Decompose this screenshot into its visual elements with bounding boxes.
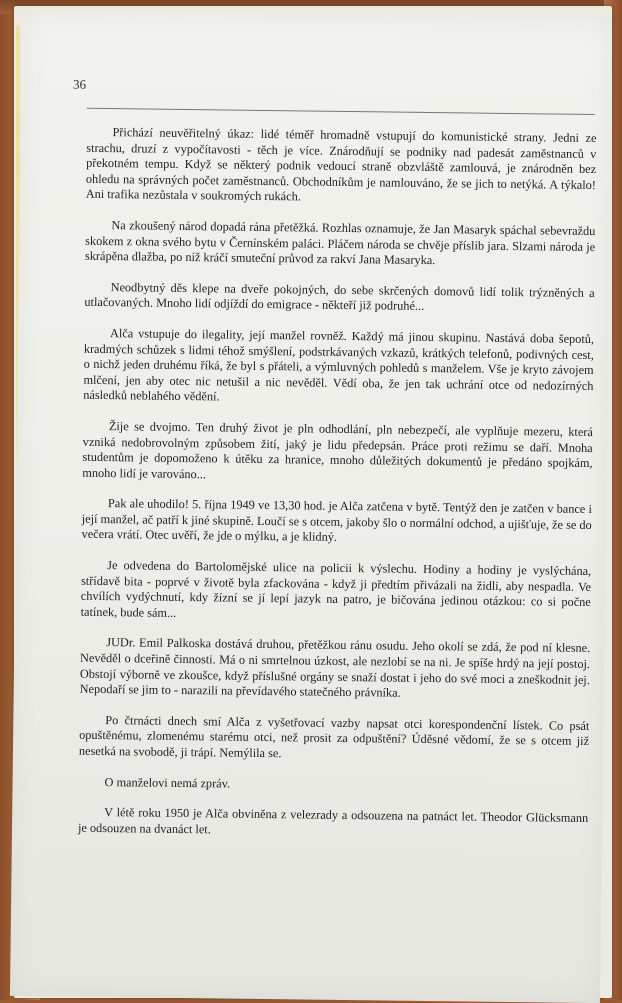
page-text <box>78 125 597 858</box>
paragraph-11: V létě roku 1950 je Alča obviněna z velezrady a odsouzena na patnáct let. Theodor Glücksmann je odsouzen na dvanáct let. <box>77 805 589 837</box>
paragraph-8: JUDr. Emil Palkoska dostává druhou, přetěžkou ránu osudu. Jeho okolí se zdá, že pod ní klesne. Nevěděl o dceřině činnosti. Má o ni smrtelnou úzkost, ale nezlobí se na ni. Je spíše hrdý na její postoj. Obstojí výborně ve zkoušce, když příslušné orgány se snaží dostat i jeho do své moci a zneškodnit jej. Nepodaří se jim to - narazili na převídavého statečného právníka. <box>79 635 591 700</box>
paragraph-1: Přichází neuvěřitelný úkaz: lidé téměř hromadně vstupují do komunistické strany. Jedni ze strachu, druzí z vypočítavosti - těch je více. Znárodňují se podniky nad padesát zaměstnanců v překotném tempu. Když se některý podnik vedoucí straně obzvláště zamlouvá, je znárodněn bez ohledu na správných počet zaměstnanců. Obchodníkům je namlouváno, že se jich to netýká. A týkalo! Ani trafika nezůstala v soukromých rukách. <box>85 125 597 204</box>
header-rule <box>87 108 595 115</box>
paragraph-5: Žije se dvojmo. Ten druhý život je pln odhodlání, pln nebezpečí, ale vyplňuje mezeru, která vzniká nedobrovolným způsobem žití, jaký je lidu předepsán. Práce proti režimu se daří. Mnoha studentům je dopomoženo k útěku za hranice, mnoho důležitých dokumentů je předáno spojkám, mnoho lidí je varováno... <box>82 418 593 481</box>
book-page <box>10 10 612 1003</box>
page-number: 36 <box>73 76 87 92</box>
paragraph-7: Je odvedena do Bartolomějské ulice na policii k výslechu. Hodiny a hodiny je vyslýchána, střídavě bita - poprvé v životě byla zfackována - když ji předtím přivázali na židli, aby nespadla. Ve chvílích vydýchnutí, kdy žízní se jí lepí jazyk na patro, je bičována jedinou otázkou: co si počne tatínek, bude sám... <box>80 558 592 620</box>
paragraph-10: O manželovi nemá zpráv. <box>104 774 231 791</box>
paragraph-2: Na zkoušený národ dopadá rána přetěžká. Rozhlas oznamuje, že Jan Masaryk spáchal sebevraždu skokem z okna svého bytu v Černínském paláci. Pláčem národa se chvěje příslib jara. Slzami národa je skrápěna dlažba, po níž kráčí smuteční průvod za rakví Jana Masaryka. <box>84 218 596 268</box>
paragraph-9: Po čtrnácti dnech smí Alča z vyšetřovací vazby napsat otci korespondenční lístek. Co psát opuštěnému, zlomenému starému otci, než prosit za odpuštění? Úděsné vědomí, že se s otcem již nesetká na svobodě, ji trápí. Nemýlila se. <box>78 712 590 761</box>
paragraph-6: Pak ale uhodilo! 5. října 1949 ve 13,30 hod. je Alča zatčena v bytě. Tentýž den je zatčen v bance i její manžel, ač patří k jiné skupině. Loučí se s otcem, jakoby šlo o normální odchod, a ujišťuje, že se do večera vrátí. Otec uvěří, že jde o mýlku, a je klidný. <box>81 496 593 545</box>
paragraph-3: Neodbytný děs klepe na dveře pokojných, do sebe skrčených domovů lidí tolik trýzněných a utlačovaných. Mnoho lidí odjíždí do emigrace - někteří již podruhé... <box>84 279 595 314</box>
paragraph-4: Alča vstupuje do ilegality, její manžel rovněž. Každý má jinou skupinu. Nastává doba šepotů, kradmých schůzek s lidmi téhož smýšlení, podstrkávaných vzkazů, krátkých telefonů, podivných cest, o nichž jeden druhému říká, že byl s přáteli, a výmluvných pohledů s manželem. Vše je kryto závojem mlčení, jen aby otec nic netušil a nic nevěděl. Vědí oba, že jen tak uchrání otce od nedozírných následků neblahého vědění. <box>83 326 595 404</box>
